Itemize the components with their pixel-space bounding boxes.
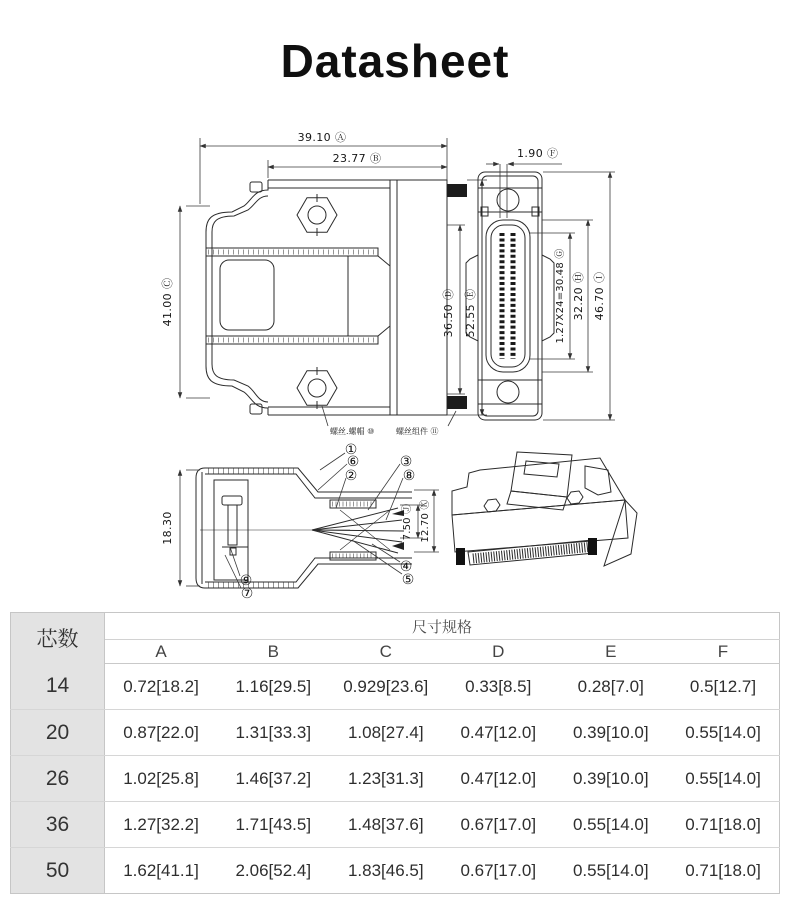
dim-c-label: 41.00 Ⓒ bbox=[161, 277, 174, 327]
dim-h-label: 32.20 Ⓗ bbox=[572, 271, 585, 321]
cell-d: 0.47[12.0] bbox=[442, 710, 555, 756]
note-screw-nut: 螺丝.螺帽 ⑩ bbox=[330, 427, 375, 436]
cores-value: 26 bbox=[11, 756, 105, 802]
dim-a-label: 39.10 Ⓐ bbox=[297, 131, 347, 144]
cell-c: 1.48[37.6] bbox=[330, 802, 443, 848]
dim-j-label: 7.50 Ⓙ bbox=[402, 503, 413, 541]
cell-e: 0.39[10.0] bbox=[555, 710, 668, 756]
cell-e: 0.28[7.0] bbox=[555, 664, 668, 710]
cores-value: 20 bbox=[11, 710, 105, 756]
view-mating-face bbox=[466, 172, 554, 420]
cell-d: 0.67[17.0] bbox=[460, 860, 537, 880]
dim-f-label: 1.90 Ⓕ bbox=[517, 147, 559, 160]
col-header-b: B bbox=[217, 640, 330, 664]
cell-c: 0.929[23.6] bbox=[330, 664, 443, 710]
cell-e: 0.55[14.0] bbox=[555, 802, 668, 848]
cell-f: 0.55[14.0] bbox=[667, 710, 780, 756]
section-callouts bbox=[240, 442, 416, 602]
cores-value: 36 bbox=[11, 802, 105, 848]
cell-f: 0.55[14.0] bbox=[667, 756, 780, 802]
table-row bbox=[11, 802, 780, 848]
cell-d: 0.33[8.5] bbox=[442, 664, 555, 710]
cell-b: 2.06[52.4] bbox=[235, 860, 312, 880]
table-row bbox=[11, 710, 780, 756]
cell-a: 1.62[41.1] bbox=[123, 860, 199, 880]
group-header: 尺寸规格 bbox=[105, 613, 780, 640]
col-header-f: F bbox=[667, 640, 780, 664]
cell-f: 0.5[12.7] bbox=[667, 664, 780, 710]
view-hood-side bbox=[206, 180, 467, 415]
cell-f: 0.71[18.0] bbox=[685, 860, 761, 880]
cell-e: 0.39[10.0] bbox=[555, 756, 668, 802]
cores-header: 芯数 bbox=[11, 613, 105, 664]
cell-b: 1.46[37.2] bbox=[217, 756, 330, 802]
view-isometric bbox=[452, 452, 637, 566]
cell-b: 1.16[29.5] bbox=[217, 664, 330, 710]
cell-c: 1.83[46.5] bbox=[347, 860, 424, 880]
callout-4: ④ bbox=[399, 559, 413, 575]
cell-a: 1.27[32.2] bbox=[105, 802, 218, 848]
callout-7: ⑦ bbox=[240, 586, 254, 602]
callout-8: ⑧ bbox=[402, 468, 416, 484]
cell-c: 1.08[27.4] bbox=[330, 710, 443, 756]
cell-f: 0.71[18.0] bbox=[667, 802, 780, 848]
cell-c: 1.23[31.3] bbox=[330, 756, 443, 802]
callout-9: ⑨ bbox=[239, 573, 253, 589]
cores-value: 14 bbox=[11, 664, 105, 710]
cell-d: 0.47[12.0] bbox=[442, 756, 555, 802]
cell-a: 1.02[25.8] bbox=[105, 756, 218, 802]
view-cross-section bbox=[196, 468, 412, 588]
cell-d: 0.67[17.0] bbox=[442, 802, 555, 848]
cell-b: 1.71[43.5] bbox=[217, 802, 330, 848]
table-header-row-1 bbox=[11, 613, 780, 640]
col-header-e: E bbox=[555, 640, 668, 664]
callout-5: ⑤ bbox=[401, 572, 415, 588]
dim-d-label: 36.50 Ⓓ bbox=[442, 288, 455, 338]
dim-height-label: 18.30 bbox=[161, 511, 174, 545]
table-header-row-2 bbox=[11, 640, 780, 664]
dim-i-label: 46.70 Ⓘ bbox=[593, 271, 606, 321]
table-row bbox=[11, 848, 780, 894]
table-row bbox=[11, 756, 780, 802]
table-row bbox=[11, 664, 780, 710]
cell-a: 0.87[22.0] bbox=[105, 710, 218, 756]
cell-b: 1.31[33.3] bbox=[217, 710, 330, 756]
callout-3: ③ bbox=[399, 454, 413, 470]
col-header-c: C bbox=[330, 640, 443, 664]
cell-e: 0.55[14.0] bbox=[572, 860, 649, 880]
dim-b-label: 23.77 Ⓑ bbox=[332, 152, 382, 165]
technical-drawing bbox=[0, 110, 790, 610]
col-header-a: A bbox=[105, 640, 218, 664]
cores-value: 50 bbox=[11, 848, 105, 894]
col-header-d: D bbox=[442, 640, 555, 664]
note-screw-assembly: 螺丝组件 ⑪ bbox=[396, 427, 439, 436]
page-title: Datasheet bbox=[280, 35, 510, 87]
callout-6: ⑥ bbox=[346, 454, 360, 470]
callout-1: ① bbox=[344, 442, 358, 458]
dim-e-label: 52.55 Ⓔ bbox=[464, 288, 477, 338]
dim-k-label: 12.70 Ⓚ bbox=[420, 499, 431, 543]
callout-2: ② bbox=[344, 468, 358, 484]
dim-g-label: 1.27X24=30.48 Ⓖ bbox=[555, 248, 566, 344]
spec-table bbox=[10, 612, 780, 894]
cell-a: 0.72[18.2] bbox=[105, 664, 218, 710]
